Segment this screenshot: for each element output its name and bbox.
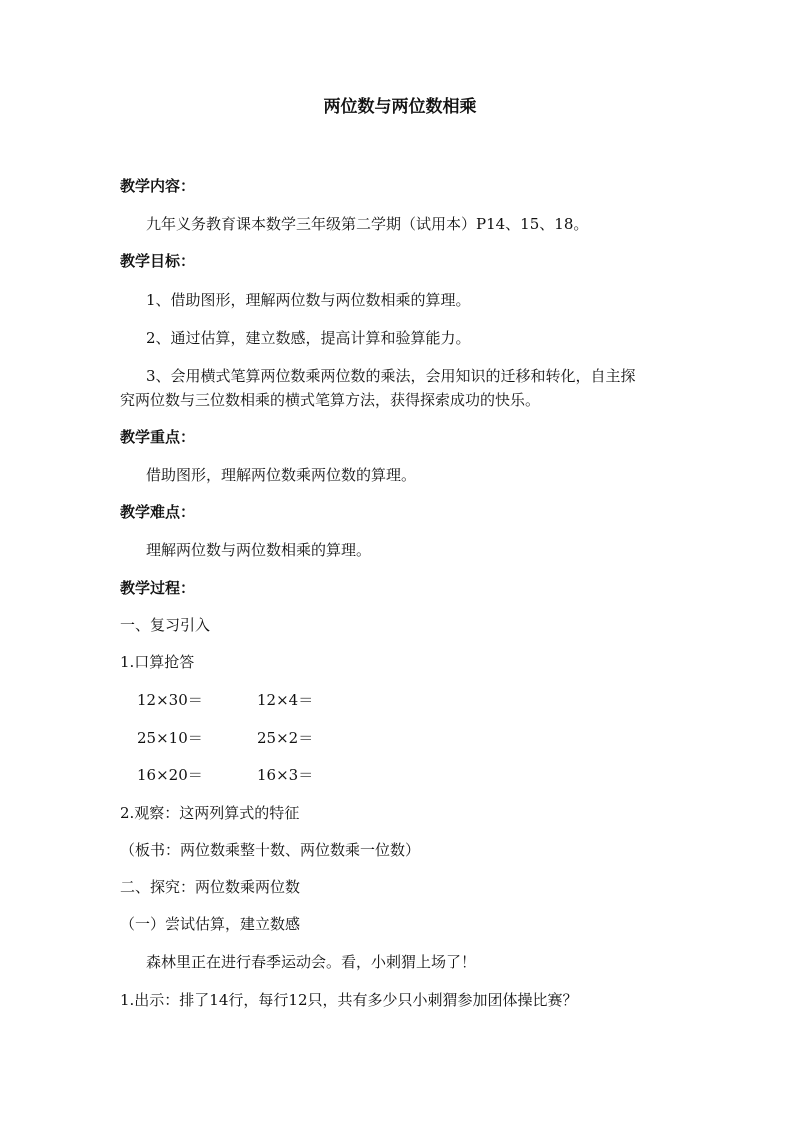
section-heading-content: 教学内容： — [120, 177, 196, 195]
goal-item-2: 2、通过估算，建立数感，提高计算和验算能力。 — [146, 329, 471, 347]
content-text: 九年义务教育课本数学三年级第二学期（试用本）P14、15、18。 — [146, 215, 589, 233]
board-note: （板书：两位数乘整十数、两位数乘一位数） — [120, 841, 421, 859]
story-text: 森林里正在进行春季运动会。看，小刺猬上场了！ — [146, 953, 477, 971]
calc-row-2-right: 25×2＝ — [257, 729, 314, 747]
key-points-text: 借助图形，理解两位数乘两位数的算理。 — [146, 466, 417, 484]
calc-row-1-left: 12×30＝ — [137, 691, 203, 709]
goal-item-3-line-2: 究两位数与三位数相乘的横式笔算方法，获得探索成功的快乐。 — [120, 391, 541, 409]
process-step-2: 2.观察：这两列算式的特征 — [120, 804, 300, 822]
process-part-2: 二、探究：两位数乘两位数 — [120, 878, 301, 896]
section-heading-process: 教学过程： — [120, 579, 196, 597]
process-step-1: 1.口算抢答 — [120, 653, 195, 671]
difficulties-text: 理解两位数与两位数相乘的算理。 — [146, 541, 372, 559]
page-title: 两位数与两位数相乘 — [323, 97, 477, 117]
section-heading-difficulties: 教学难点： — [120, 503, 196, 521]
goal-item-1: 1、借助图形，理解两位数与两位数相乘的算理。 — [146, 291, 471, 309]
section-heading-key-points: 教学重点： — [120, 428, 196, 446]
section-heading-goals: 教学目标： — [120, 252, 196, 270]
calc-row-2-left: 25×10＝ — [137, 729, 203, 747]
process-sub-1: （一）尝试估算，建立数感 — [120, 915, 301, 933]
calc-row-1-right: 12×4＝ — [257, 691, 314, 709]
calc-row-3-left: 16×20＝ — [137, 766, 203, 784]
process-part-1: 一、复习引入 — [120, 616, 211, 634]
question-text: 1.出示：排了14行，每行12只，共有多少只小刺猬参加团体操比赛？ — [120, 991, 578, 1009]
calc-row-3-right: 16×3＝ — [257, 766, 314, 784]
goal-item-3-line-1: 3、会用横式笔算两位数乘两位数的乘法，会用知识的迁移和转化，自主探 — [146, 367, 636, 385]
